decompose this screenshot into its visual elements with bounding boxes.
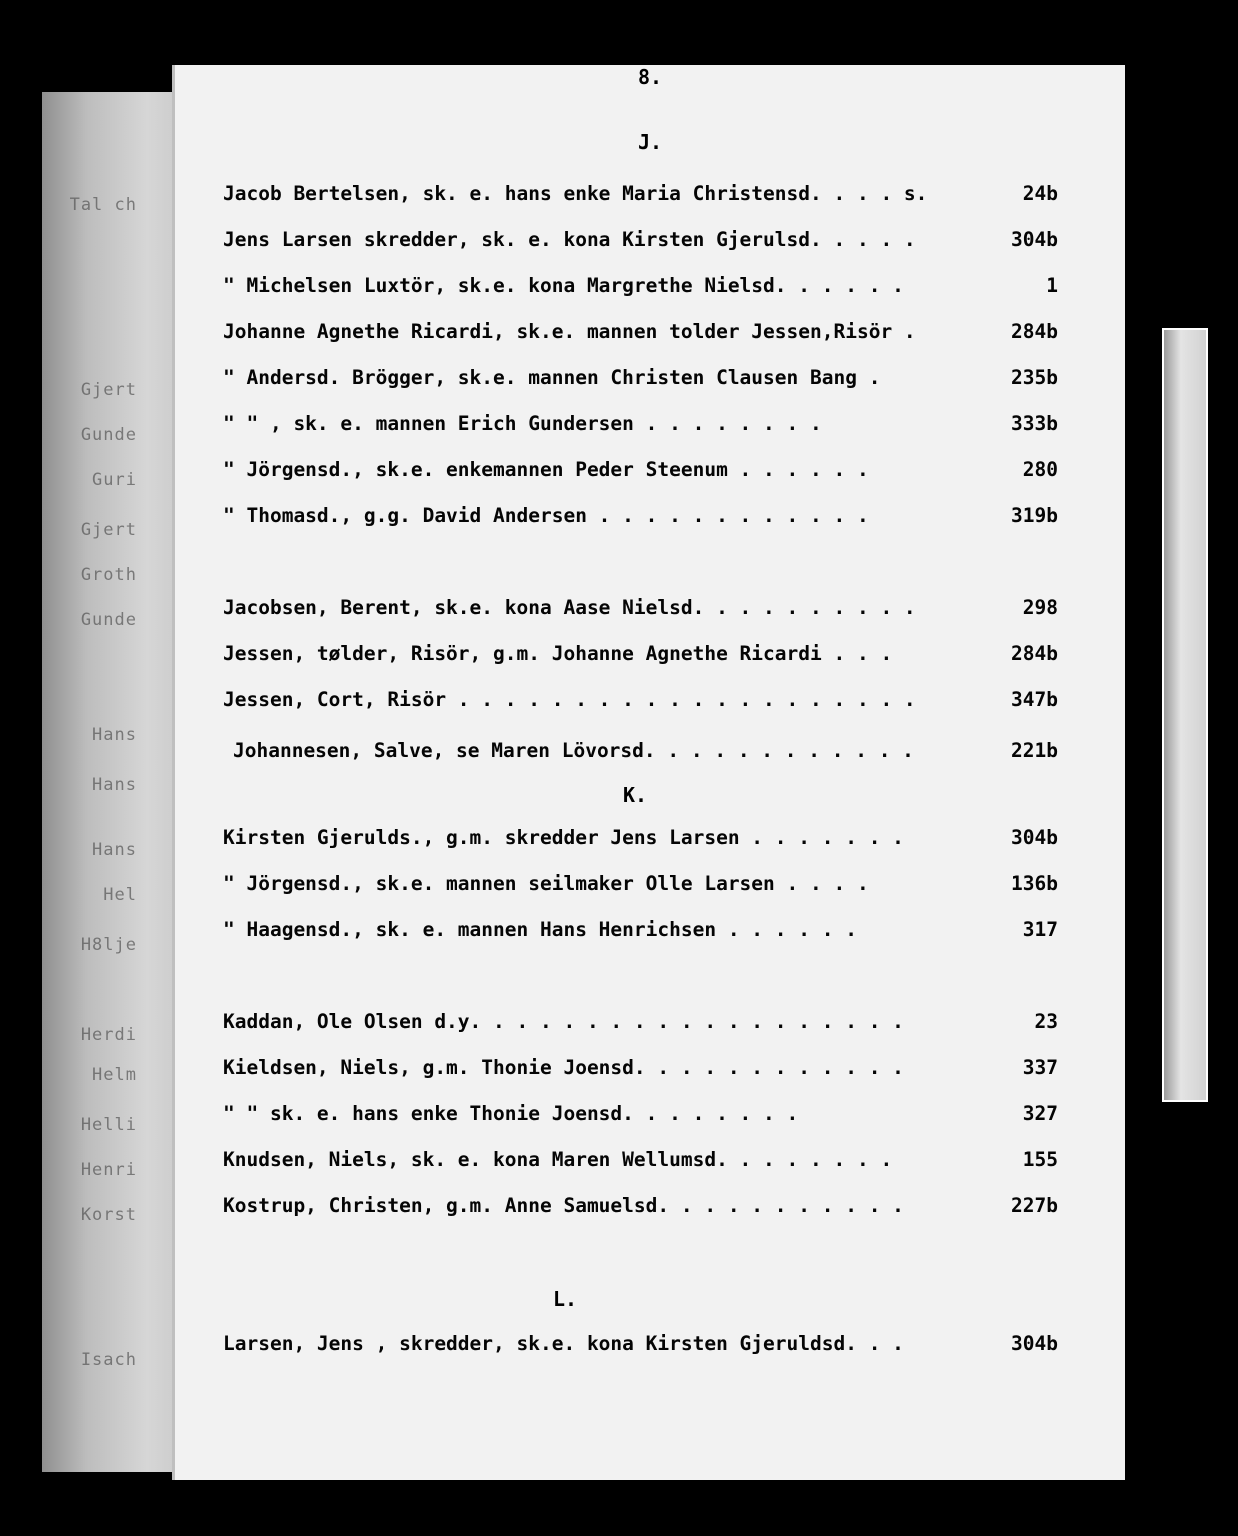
margin-fragment: Hans	[92, 775, 137, 795]
entry-text: " Michelsen Luxtör, sk.e. kona Margrethe Nielsd. . . . . .	[223, 274, 904, 297]
margin-fragment: Tal ch	[69, 195, 137, 215]
entry-page: 304b	[1011, 826, 1058, 849]
entry-text: Johanne Agnethe Ricardi, sk.e. mannen tolder Jessen,Risör .	[223, 320, 916, 343]
entry-text: Johannesen, Salve, se Maren Lövorsd. . . . . . . . . . . .	[233, 739, 914, 762]
index-entry	[223, 228, 1058, 258]
entry-text: " Jörgensd., sk.e. enkemannen Peder Steenum . . . . . .	[223, 458, 869, 481]
entry-text: Jacob Bertelsen, sk. e. hans enke Maria Christensd. . . . s.	[223, 182, 928, 205]
index-entry	[223, 1194, 1058, 1224]
index-entry	[223, 412, 1058, 442]
entry-page: 333b	[1011, 412, 1058, 435]
margin-fragment: Gunde	[80, 425, 137, 445]
entry-page: 23	[1034, 1010, 1058, 1033]
index-entry	[223, 1332, 1058, 1362]
index-entry	[223, 1010, 1058, 1040]
margin-fragment: Herdi	[80, 1025, 137, 1045]
margin-fragment: Groth	[80, 565, 137, 585]
page-tab	[1162, 328, 1208, 1102]
index-entry	[223, 918, 1058, 948]
entry-page: 304b	[1011, 228, 1058, 251]
margin-fragment: Hans	[92, 725, 137, 745]
entry-page: 327	[1022, 1102, 1058, 1125]
entry-text: " " , sk. e. mannen Erich Gundersen . . . . . . . .	[223, 412, 822, 435]
margin-fragment: Henri	[80, 1160, 137, 1180]
entry-text: Jessen, tølder, Risör, g.m. Johanne Agnethe Ricardi . . .	[223, 642, 893, 665]
margin-fragment: Hans	[92, 840, 137, 860]
index-entry	[223, 504, 1058, 534]
entry-text: Kaddan, Ole Olsen d.y. . . . . . . . . . . . . . . . . . .	[223, 1010, 904, 1033]
margin-fragment: Isach	[80, 1350, 137, 1370]
index-entry	[223, 1148, 1058, 1178]
entry-page: 280	[1022, 458, 1058, 481]
section-letter-k: K.	[622, 783, 648, 807]
entry-text: Jacobsen, Berent, sk.e. kona Aase Nielsd. . . . . . . . . .	[223, 596, 916, 619]
index-entry	[223, 458, 1058, 488]
page-marker: 8.	[637, 65, 663, 89]
index-entry	[223, 1056, 1058, 1086]
margin-fragment: H8lje	[80, 935, 137, 955]
margin-fragment: Gunde	[80, 610, 137, 630]
entry-page: 284b	[1011, 642, 1058, 665]
entry-text: " Thomasd., g.g. David Andersen . . . . . . . . . . . .	[223, 504, 869, 527]
entry-page: 337	[1022, 1056, 1058, 1079]
index-entry	[223, 688, 1058, 718]
index-entry	[223, 826, 1058, 856]
entry-page: 227b	[1011, 1194, 1058, 1217]
entry-text: " Andersd. Brögger, sk.e. mannen Christen Clausen Bang .	[223, 366, 881, 389]
index-entry	[223, 274, 1058, 304]
index-entry	[223, 366, 1058, 396]
margin-fragment: Helm	[92, 1065, 137, 1085]
entry-text: Kostrup, Christen, g.m. Anne Samuelsd. . . . . . . . . . .	[223, 1194, 904, 1217]
entry-page: 221b	[1011, 739, 1058, 762]
index-page	[175, 65, 1125, 1480]
margin-fragment: Gjert	[80, 380, 137, 400]
index-entry	[223, 182, 1058, 212]
entry-page: 136b	[1011, 872, 1058, 895]
entry-text: Kirsten Gjerulds., g.m. skredder Jens Larsen . . . . . . .	[223, 826, 904, 849]
margin-fragment: Hel	[103, 885, 137, 905]
entry-text: Knudsen, Niels, sk. e. kona Maren Wellumsd. . . . . . . .	[223, 1148, 893, 1171]
index-entry	[223, 872, 1058, 902]
entry-page: 284b	[1011, 320, 1058, 343]
entry-text: Jessen, Cort, Risör . . . . . . . . . . . . . . . . . . . .	[223, 688, 916, 711]
index-entry	[223, 320, 1058, 350]
section-letter-j: J.	[637, 130, 663, 154]
entry-text: " Haagensd., sk. e. mannen Hans Henrichsen . . . . . .	[223, 918, 857, 941]
margin-fragment: Guri	[92, 470, 137, 490]
index-entry	[233, 739, 1058, 769]
entry-page: 155	[1022, 1148, 1058, 1171]
entry-page: 235b	[1011, 366, 1058, 389]
entry-page: 304b	[1011, 1332, 1058, 1355]
left-margin-text	[50, 150, 137, 1450]
entry-page: 24b	[1022, 182, 1058, 205]
entry-text: " " sk. e. hans enke Thonie Joensd. . . . . . . .	[223, 1102, 799, 1125]
entry-text: " Jörgensd., sk.e. mannen seilmaker Olle Larsen . . . .	[223, 872, 869, 895]
entry-page: 298	[1022, 596, 1058, 619]
entry-page: 319b	[1011, 504, 1058, 527]
index-entry	[223, 642, 1058, 672]
margin-fragment: Korst	[80, 1205, 137, 1225]
entry-page: 347b	[1011, 688, 1058, 711]
margin-fragment: Helli	[80, 1115, 137, 1135]
index-entry	[223, 596, 1058, 626]
entry-text: Kieldsen, Niels, g.m. Thonie Joensd. . . . . . . . . . . .	[223, 1056, 904, 1079]
entry-page: 317	[1022, 918, 1058, 941]
section-letter-l: L.	[552, 1287, 578, 1311]
index-entry	[223, 1102, 1058, 1132]
entry-page: 1	[1046, 274, 1058, 297]
entry-text: Jens Larsen skredder, sk. e. kona Kirsten Gjerulsd. . . . .	[223, 228, 916, 251]
entry-text: Larsen, Jens , skredder, sk.e. kona Kirsten Gjeruldsd. . .	[223, 1332, 904, 1355]
margin-fragment: Gjert	[80, 520, 137, 540]
